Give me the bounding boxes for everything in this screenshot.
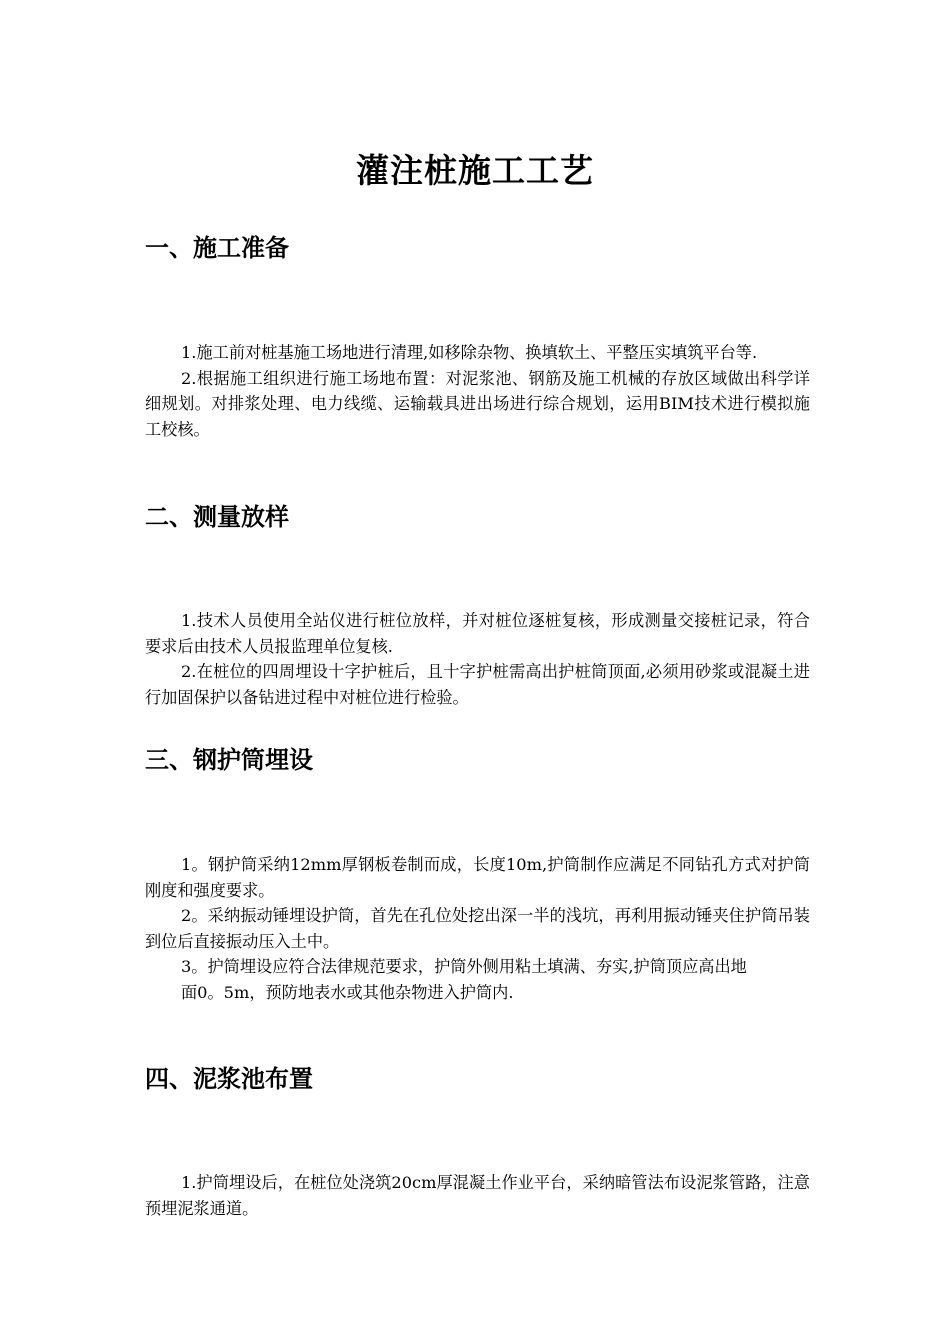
section-body-1 bbox=[145, 340, 810, 442]
paragraph: 1。钢护筒采纳12mm厚钢板卷制而成，长度10m,护筒制作应满足不同钻孔方式对护筒刚度和强度要求。 bbox=[145, 855, 810, 900]
section-heading-1: 一、施工准备 bbox=[145, 233, 289, 262]
paragraph: 1.护筒埋设后，在桩位处浇筑20cm厚混凝土作业平台，采纳暗管法布设泥浆管路，注意预埋泥浆通道。 bbox=[145, 1173, 810, 1218]
paragraph: 面0。5m，预防地表水或其他杂物进入护筒内. bbox=[181, 982, 514, 1002]
page-title: 灌注桩施工工艺 bbox=[356, 151, 594, 190]
section-body-4 bbox=[145, 1170, 810, 1221]
paragraph: 3。护筒埋设应符合法律规范要求，护筒外侧用粘土填满、夯实,护筒顶应高出地 bbox=[181, 957, 747, 976]
section-body-3 bbox=[145, 852, 810, 1005]
paragraph: 2.根据施工组织进行施工场地布置：对泥浆池、钢筋及施工机械的存放区域做出科学详细规划。对排浆处理、电力线缆、运输载具进出场进行综合规划，运用BIM技术进行模拟施工校核。 bbox=[145, 368, 810, 439]
section-body-2 bbox=[145, 608, 810, 710]
paragraph: 1.技术人员使用全站仪进行桩位放样，并对桩位逐桩复核，形成测量交接桩记录，符合要求后由技术人员报监理单位复核. bbox=[145, 611, 810, 656]
section-heading-3: 三、钢护筒埋设 bbox=[145, 745, 313, 774]
paragraph: 1.施工前对桩基施工场地进行清理,如移除杂物、换填软土、平整压实填筑平台等. bbox=[181, 343, 758, 362]
paragraph: 2.在桩位的四周埋设十字护桩后，且十字护桩需高出护桩筒顶面,必须用砂浆或混凝土进行加固保护以备钻进过程中对桩位进行检验。 bbox=[145, 662, 810, 707]
section-heading-2: 二、测量放样 bbox=[145, 502, 289, 531]
section-heading-4: 四、泥浆池布置 bbox=[145, 1064, 313, 1093]
paragraph: 2。采纳振动锤埋设护筒，首先在孔位处挖出深一半的浅坑，再利用振动锤夹住护筒吊装到位后直接振动压入土中。 bbox=[145, 906, 810, 951]
